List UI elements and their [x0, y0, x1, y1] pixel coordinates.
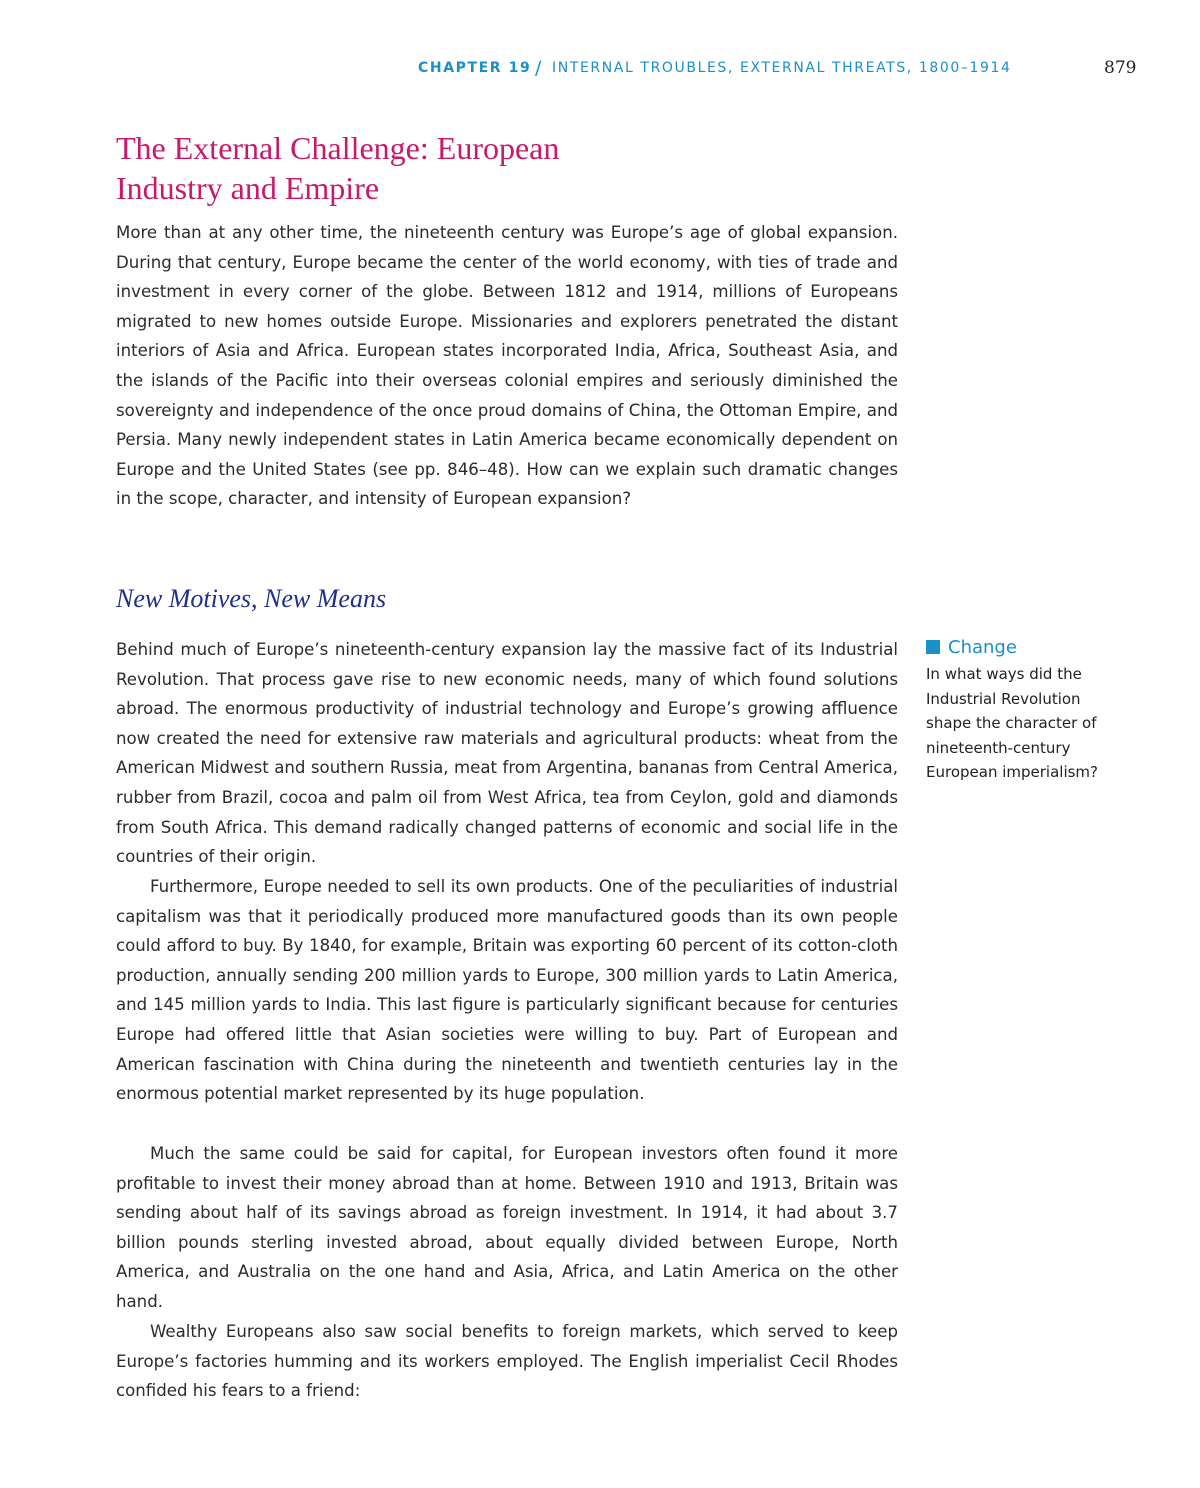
- square-bullet-icon: [926, 640, 940, 654]
- chapter-label: CHAPTER 19: [418, 60, 532, 76]
- margin-note-header: [926, 634, 1126, 660]
- section-title-line-2: Industry and Empire: [116, 170, 380, 206]
- running-head: [0, 57, 1200, 84]
- page-number: 879: [1104, 58, 1137, 78]
- chapter-title: INTERNAL TROUBLES, EXTERNAL THREATS, 1800–1914: [552, 60, 1012, 76]
- section-title: [116, 128, 836, 208]
- intro-paragraph: More than at any other time, the nineteenth century was Europe’s age of global expansion. During that century, Europe became the center of the world economy, with ties of trade and investment in every corner of the globe. Between 1812 and 1914, millions of Europeans migrated to new homes outside Europe. Missionaries and explorers penetrated the distant interiors of Asia and Africa. European states incorporated India, Africa, Southeast Asia, and the islands of the Pacific into their overseas colonial empires and seriously diminished the sovereignty and independence of the once proud domains of China, the Ottoman Empire, and Persia. Many newly independent states in Latin America became economically dependent on Europe and the United States (see pp. 846–48). How can we explain such dramatic changes in the scope, character, and intensity of European expansion?: [116, 223, 898, 509]
- margin-note-label: Change: [948, 636, 1017, 658]
- margin-note: [926, 634, 1126, 785]
- body-paragraph-2: Furthermore, Europe needed to sell its own products. One of the peculiarities of industrial capitalism was that it periodically produced more manufactured goods than its own people could afford to buy. By 1840, for example, Britain was exporting 60 percent of its cotton-cloth production, annually sending 200 million yards to Europe, 300 million yards to Latin America, and 145 million yards to India. This last figure is particularly significant because for centuries Europe had offered little that Asian societies were willing to buy. Part of European and American fascination with China during the nineteenth and twentieth centuries lay in the enormous potential market represented by its huge population.: [116, 877, 898, 1104]
- subsection-heading: New Motives, New Means: [116, 584, 387, 613]
- body-paragraph-4: Wealthy Europeans also saw social benefits to foreign markets, which served to keep Europe’s factories humming and its workers employed. The English imperialist Cecil Rhodes confided his fears to a friend:: [116, 1322, 898, 1401]
- body-paragraph-3: Much the same could be said for capital, for European investors often found it more profitable to invest their money abroad than at home. Between 1910 and 1913, Britain was sending about half of its savings abroad as foreign investment. In 1914, it had about 3.7 billion pounds sterling invested abroad, about equally divided between Europe, North America, and Australia on the one hand and Asia, Africa, and Latin America on the other hand.: [116, 1144, 898, 1311]
- margin-note-question: In what ways did the Industrial Revolution shape the character of nineteenth-century European imperialism?: [926, 665, 1098, 781]
- body-paragraph-1: Behind much of Europe’s nineteenth-century expansion lay the massive fact of its Industrial Revolution. That process gave rise to new economic needs, many of which found solutions abroad. The enormous productivity of industrial technology and Europe’s growing affluence now created the need for extensive raw materials and agricultural products: wheat from the American Midwest and southern Russia, meat from Argentina, bananas from Central America, rubber from Brazil, cocoa and palm oil from West Africa, tea from Ceylon, gold and diamonds from South Africa. This demand radically changed patterns of economic and social life in the countries of their origin.: [116, 640, 898, 867]
- section-title-line-1: The External Challenge: European: [116, 130, 560, 166]
- running-head-separator: /: [535, 57, 542, 79]
